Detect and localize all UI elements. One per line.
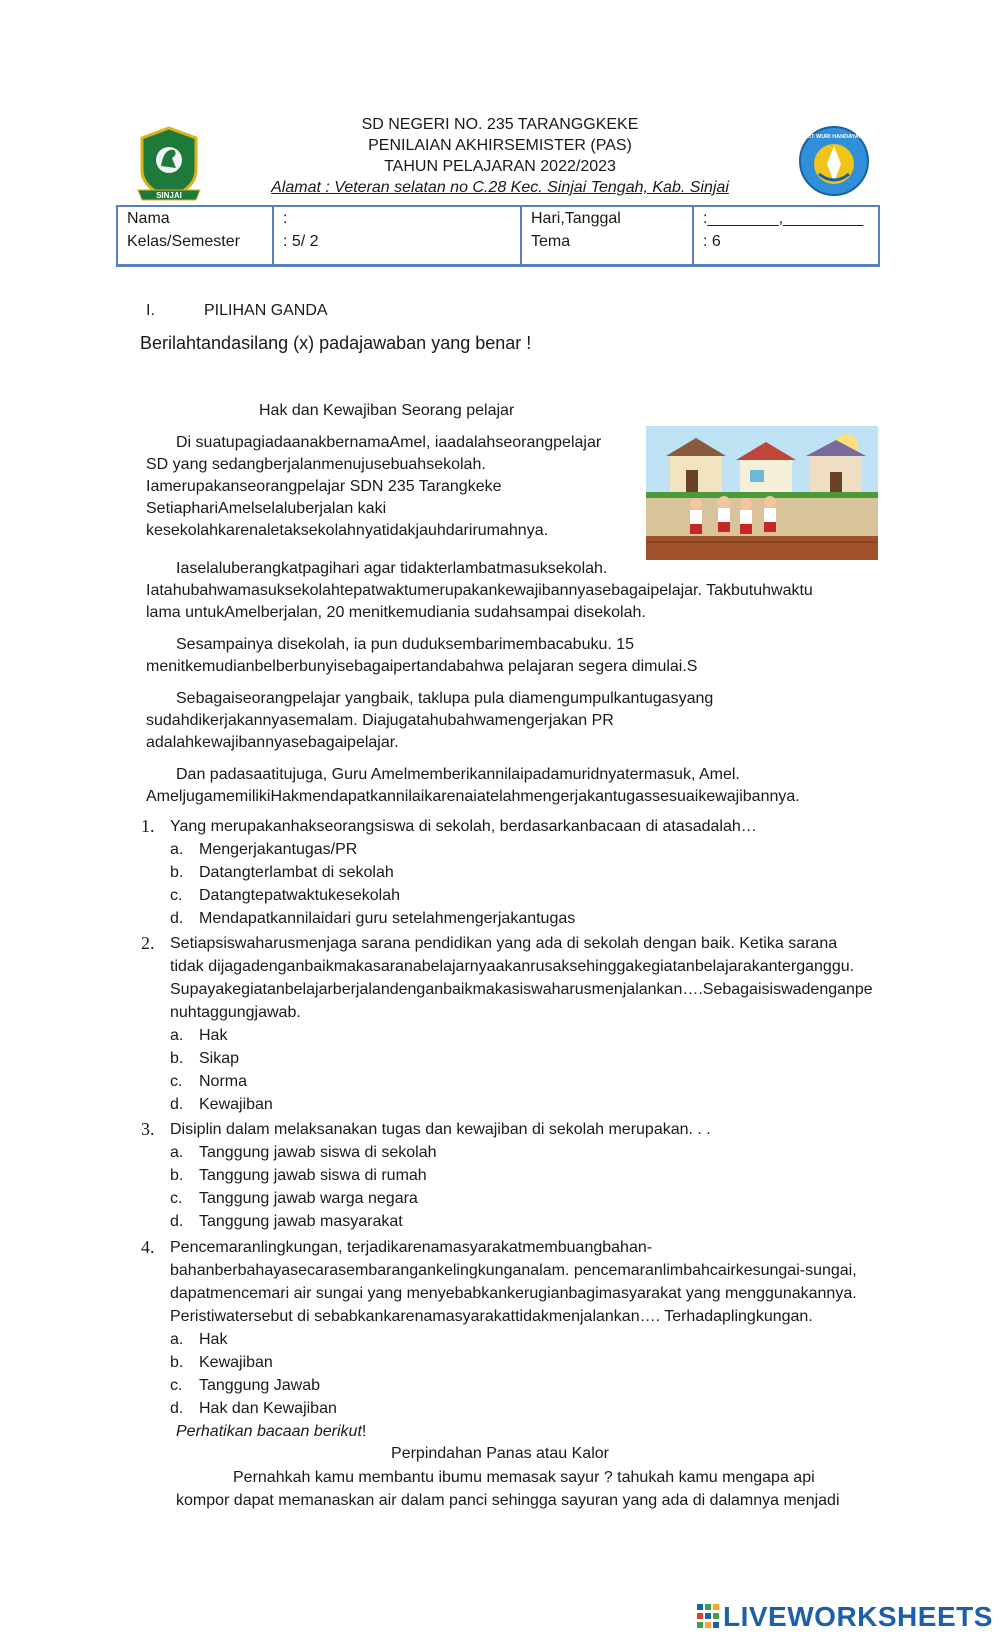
nama-field[interactable]: : <box>283 210 288 227</box>
answer-option[interactable]: b. Tanggung jawab siswa di rumah <box>170 1167 427 1184</box>
reading2-title: Perpindahan Panas atau Kalor <box>391 1445 609 1462</box>
question-text: Setiapsiswaharusmenjaga sarana pendidikan yang ada di sekolah dengan baik. Ketika sarana <box>170 935 838 952</box>
answer-option[interactable]: c. Tanggung Jawab <box>170 1377 320 1394</box>
reading-line: SD yang sedangberjalanmenujusebuahsekolah. <box>146 456 486 473</box>
student-info-table <box>116 205 880 267</box>
reading-line: menitkemudianbelberbunyisebagaipertandabahwa pelajaran segera dimulai.S <box>146 658 698 675</box>
hari-tanggal-field[interactable]: :________,_________ <box>703 210 864 227</box>
section-title: PILIHAN GANDA <box>204 302 328 319</box>
question-text: bahanberbahayasecarasembarangankelingkunganalam. pencemaranlimbahcairkesungai-sungai, <box>170 1262 857 1279</box>
reading-line: Iamerupakanseorangpelajar SDN 235 Tarangkeke <box>146 478 502 495</box>
reading-line: Iaselaluberangkatpagihari agar tidakterlambatmasuksekolah. <box>176 560 608 577</box>
tema-value: : 6 <box>703 233 721 250</box>
logo-text: SINJAI <box>156 191 182 200</box>
instruction: Berilahtandasilang (x) padajawaban yang benar ! <box>140 333 532 353</box>
label-column-left <box>118 207 274 264</box>
answer-option[interactable]: d. Kewajiban <box>170 1096 273 1113</box>
answer-option[interactable]: a. Hak <box>170 1027 228 1044</box>
kelas-value: : 5/ 2 <box>283 233 319 250</box>
reading-line: Dan padasaatitujuga, Guru Amelmemberikannilaipadamuridnyatermasuk, Amel. <box>176 766 740 783</box>
reading-line: Sebagaiseorangpelajar yangbaik, taklupa pula diamengumpulkantugasyang <box>176 690 714 707</box>
reading2-intro-text: Perhatikan bacaan berikut <box>176 1423 362 1440</box>
value-column-left <box>274 207 522 264</box>
hari-tanggal-label: Hari,Tanggal <box>531 210 621 227</box>
answer-option[interactable]: d. Tanggung jawab masyarakat <box>170 1213 403 1230</box>
liveworksheets-icon <box>697 1604 719 1630</box>
nama-label: Nama <box>127 210 170 227</box>
label-column-right <box>522 207 694 264</box>
reading2-intro-mark: ! <box>361 1423 367 1440</box>
question-text: Peristiwatersebut di sebabkankarenamasyarakattidakmenjalankan…. Terhadaplingkungan. <box>170 1308 813 1325</box>
answer-option[interactable]: d. Mendapatkannilaidari guru setelahmengerjakantugas <box>170 910 576 927</box>
reading2-intro <box>176 1421 366 1443</box>
reading-line: sudahdikerjakannyasemalam. Diajugatahubahwamengerjakan PR <box>146 712 614 729</box>
question-text: tidak dijagadenganbaikmakasaranabelajarnyaakanrusaksehinggakegiatanbelajarakanterganggu. <box>170 958 855 975</box>
reading2-line: Pernahkah kamu membantu ibumu memasak sayur ? tahukah kamu mengapa api <box>233 1469 815 1486</box>
answer-option[interactable]: b. Datangterlambat di sekolah <box>170 864 394 881</box>
answer-option[interactable]: c. Norma <box>170 1073 248 1090</box>
answer-option[interactable]: a. Mengerjakantugas/PR <box>170 841 358 858</box>
question-number: 4. <box>141 1237 155 1257</box>
reading-line: Sesampainya disekolah, ia pun duduksembarimembacabuku. 15 <box>176 636 635 653</box>
reading-line: Di suatupagiadaanakbernamaAmel, iaadalahseorangpelajar <box>176 434 602 451</box>
reading2-line: kompor dapat memanaskan air dalam panci sehingga sayuran yang ada di dalamnya menjadi <box>176 1492 840 1509</box>
reading-line: AmeljugamemilikiHakmendapatkannilaikarenaiatelahmengerjakantugassesuaikewajibannya. <box>146 788 800 805</box>
reading-title: Hak dan Kewajiban Seorang pelajar <box>259 402 515 419</box>
question-number: 1. <box>141 816 155 836</box>
question-text: dapatmencemari air sungai yang menyebabkankerugianbagimasyarakat yang menggunakannya. <box>170 1285 857 1302</box>
reading-line: lama untukAmelberjalan, 20 menitkemudiania sudahsampai disekolah. <box>146 604 646 621</box>
address-text: Alamat : Veteran selatan no C.28 Kec. Sinjai Tengah, Kab. Sinjai <box>271 179 729 196</box>
answer-option[interactable]: b. Sikap <box>170 1050 240 1067</box>
reading-line: Iatahubahwamasuksekolahtepatwaktumerupakankewajibannyasebagaipelajar. Takbutuhwaktu <box>146 582 813 599</box>
answer-option[interactable]: d. Hak dan Kewajiban <box>170 1400 337 1417</box>
brand-text: LIVEWORKSHEETS <box>723 1601 993 1632</box>
school-children-illustration <box>646 426 878 560</box>
question-number: 2. <box>141 933 155 953</box>
value-column-right <box>694 207 878 264</box>
question-number: 3. <box>141 1119 155 1139</box>
reading-line: adalahkewajibannyasebagaipelajar. <box>146 734 399 751</box>
reading-line: kesekolahkarenaletaksekolahnyatidakjauhdarirumahnya. <box>146 522 549 539</box>
academic-year: TAHUN PELAJARAN 2022/2023 <box>384 158 616 175</box>
question-text: Pencemaranlingkungan, terjadikarenamasyarakatmembuangbahan- <box>170 1239 653 1256</box>
section-number: I. <box>146 302 155 319</box>
reading-line: SetiaphariAmelselaluberjalan kaki <box>146 500 387 517</box>
logo-text: TUT WURI HANDAYANI <box>803 134 865 140</box>
answer-option[interactable]: c. Datangtepatwaktukesekolah <box>170 887 401 904</box>
answer-option[interactable]: b. Kewajiban <box>170 1354 273 1371</box>
answer-option[interactable]: a. Tanggung jawab siswa di sekolah <box>170 1144 437 1161</box>
kelas-label: Kelas/Semester <box>127 233 240 250</box>
school-name: SD NEGERI NO. 235 TARANGGKEKE <box>361 116 639 133</box>
question-text: Yang merupakanhakseorangsiswa di sekolah, berdasarkanbacaan di atasadalah… <box>170 818 757 835</box>
school-address <box>0 177 1000 198</box>
answer-option[interactable]: a. Hak <box>170 1331 228 1348</box>
exam-title: PENILAIAN AKHIRSEMISTER (PAS) <box>368 137 632 154</box>
answer-option[interactable]: c. Tanggung jawab warga negara <box>170 1190 418 1207</box>
tema-label: Tema <box>531 233 571 250</box>
question-text: nuhtaggungjawab. <box>170 1004 301 1021</box>
question-text: Supayakegiatanbelajarberjalandenganbaikmakasiswaharusmenjalankan….Sebagaisiswadenganpe <box>170 981 873 998</box>
question-text: Disiplin dalam melaksanakan tugas dan kewajiban di sekolah merupakan. . . <box>170 1121 711 1138</box>
